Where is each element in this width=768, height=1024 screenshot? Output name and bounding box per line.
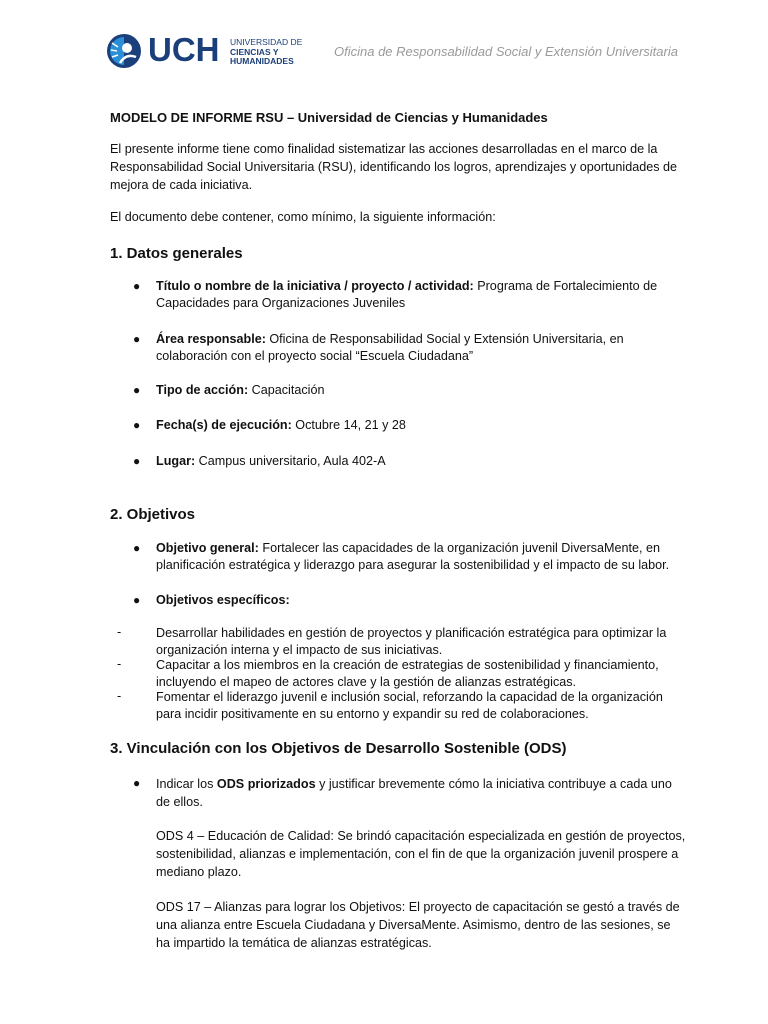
item-label: Objetivos específicos: (156, 593, 290, 607)
item-bold: ODS priorizados (216, 777, 316, 791)
logo-wordmark: UCH (148, 31, 220, 68)
list-item (156, 540, 686, 574)
item-label: Área responsable: (156, 332, 266, 346)
list-item (156, 331, 686, 365)
specific-objective: Desarrollar habilidades en gestión de proyectos y planificación estratégica para optimizar la organización interna y el impacto de sus iniciativas. (156, 626, 667, 657)
bullet: ● (133, 332, 141, 346)
list-item (156, 453, 686, 470)
intro-paragraph: El presente informe tiene como finalidad sistematizar las acciones desarrolladas en el marco de la Responsabilidad Social Universitaria (RSU), identificando los logros, aprendizajes y oportunidades de mejora de cada iniciativa. (110, 142, 678, 192)
item-text: Indicar los (156, 777, 217, 791)
logo-subtitle (230, 38, 302, 67)
list-item (156, 417, 686, 434)
item-label: Tipo de acción: (156, 383, 249, 397)
bullet: ● (133, 593, 141, 607)
list-item (156, 382, 686, 399)
item-value: Fortalecer las capacidades de la organización juvenil DiversaMente, en planificación estratégica y liderazgo para asegurar la sostenibilidad y el impacto de su labor. (156, 541, 670, 572)
list-item (156, 775, 686, 811)
item-label: Título o nombre de la iniciativa / proyecto / actividad: (156, 279, 474, 293)
logo-line-3: HUMANIDADES (230, 56, 294, 66)
section-heading-datos-generales: 1. Datos generales (110, 245, 243, 262)
dash-marker: - (117, 625, 122, 639)
bullet: ● (133, 279, 141, 293)
item-value: Capacitación (248, 383, 325, 397)
item-value: Campus universitario, Aula 402-A (195, 454, 386, 468)
bullet: ● (133, 541, 141, 555)
office-name: Oficina de Responsabilidad Social y Extensión Universitaria (334, 44, 678, 59)
dash-marker: - (117, 657, 122, 671)
item-label: Objetivo general: (156, 541, 259, 555)
bullet: ● (133, 418, 141, 432)
university-logo-icon (106, 33, 142, 69)
bullet: ● (133, 383, 141, 397)
list-item (156, 278, 686, 312)
item-value: Octubre 14, 21 y 28 (291, 418, 406, 432)
item-text: y justificar brevemente cómo la iniciativa contribuye a cada uno de ellos. (156, 777, 672, 809)
ods-17-paragraph: ODS 17 – Alianzas para lograr los Objetivos: El proyecto de capacitación se gestó a través de una alianza entre Escuela Ciudadana y DiversaMente. Asimismo, dentro de las sesiones, se ha impartido la temática de alianzas estratégicas. (156, 900, 680, 950)
dash-marker: - (117, 689, 122, 703)
section-heading-objetivos: 2. Objetivos (110, 506, 196, 523)
intro-paragraph-2: El documento debe contener, como mínimo, la siguiente información: (110, 210, 496, 224)
document-title: MODELO DE INFORME RSU – Universidad de Ciencias y Humanidades (110, 110, 548, 125)
item-value: Oficina de Responsabilidad Social y Extensión Universitaria, en colaboración con el proyecto social “Escuela Ciudadana” (156, 332, 624, 363)
item-label: Fecha(s) de ejecución: (156, 418, 292, 432)
bullet: ● (133, 454, 141, 468)
item-value: Programa de Fortalecimiento de Capacidades para Organizaciones Juveniles (156, 279, 658, 310)
section-heading-ods: 3. Vinculación con los Objetivos de Desarrollo Sostenible (ODS) (110, 740, 567, 757)
logo-line-2: CIENCIAS Y (230, 46, 279, 57)
item-label: Lugar: (156, 454, 196, 468)
logo-line-1: UNIVERSIDAD DE (230, 37, 303, 47)
specific-objective: Fomentar el liderazgo juvenil e inclusión social, reforzando la capacidad de la organización para incidir positivamente en su entorno y expandir su red de colaboraciones. (156, 690, 663, 721)
specific-objective: Capacitar a los miembros en la creación de estrategias de sostenibilidad y financiamiento, incluyendo el mapeo de actores clave y la gestión de alianzas estratégicas. (156, 658, 659, 689)
bullet: ● (133, 776, 141, 790)
list-item (156, 592, 686, 609)
ods-4-paragraph: ODS 4 – Educación de Calidad: Se brindó capacitación especializada en gestión de proyectos, sostenibilidad, alianzas e implementación, con el fin de que la organización juvenil prospere a mediano plazo. (156, 829, 686, 879)
